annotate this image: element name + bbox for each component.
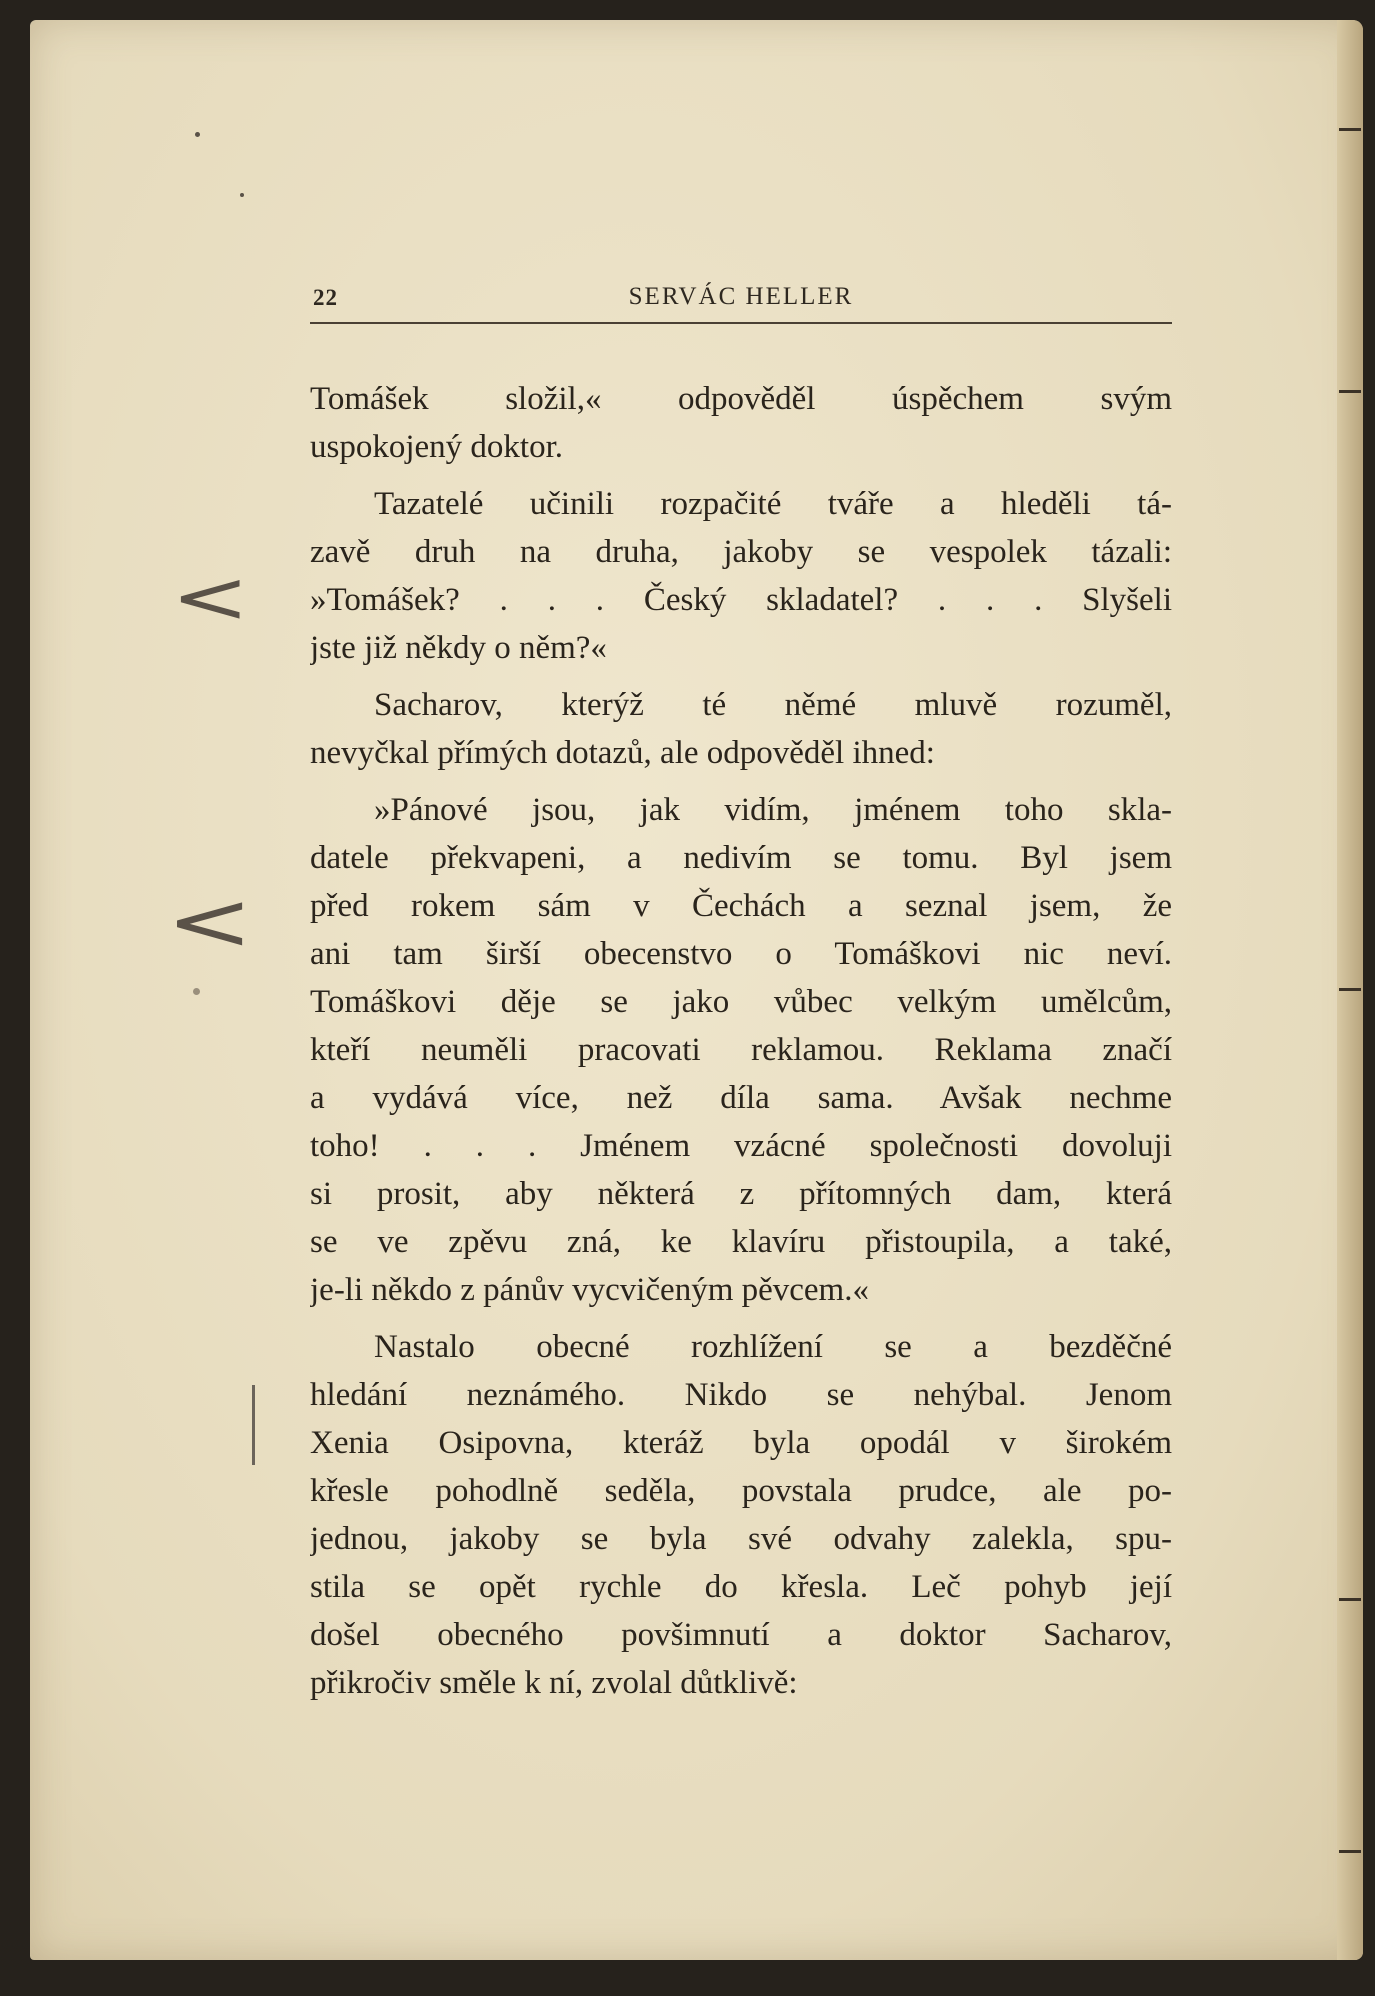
text-line: kteří neuměli pracovati reklamou. Reklama značí <box>310 1032 1172 1068</box>
text-line: a vydává více, než díla sama. Avšak nechme <box>310 1080 1172 1116</box>
text-line: uspokojený doktor. <box>310 429 563 465</box>
text-line: Xenia Osipovna, kteráž byla opodál v širokém <box>310 1425 1172 1461</box>
page-number: 22 <box>313 285 338 310</box>
spine-mark <box>1339 1598 1361 1601</box>
text-line: »Tomášek? . . . Český skladatel? . . . Slyšeli <box>310 582 1172 618</box>
text-line: Sacharov, kterýž té němé mluvě rozuměl, <box>374 687 1172 723</box>
margin-bracket-mark: < <box>165 875 254 968</box>
header-rule <box>310 322 1172 324</box>
text-line: Tomášek složil,« odpověděl úspěchem svým <box>310 381 1172 417</box>
spine-mark <box>1339 390 1361 393</box>
margin-speck <box>240 193 244 197</box>
margin-speck <box>193 988 200 995</box>
text-line: jednou, jakoby se byla své odvahy zalekla, spu- <box>310 1521 1172 1557</box>
book-spine-edge <box>1337 20 1363 1960</box>
text-line: hledání neznámého. Nikdo se nehýbal. Jenom <box>310 1377 1172 1413</box>
text-line: stila se opět rychle do křesla. Leč pohyb její <box>310 1569 1172 1605</box>
text-line: přikročiv směle k ní, zvolal důtklivě: <box>310 1665 798 1701</box>
text-line: »Pánové jsou, jak vidím, jménem toho skla- <box>374 792 1172 828</box>
text-line: křesle pohodlně seděla, povstala prudce, ale po- <box>310 1473 1172 1509</box>
text-line: před rokem sám v Čechách a seznal jsem, že <box>310 888 1172 924</box>
text-line: zavě druh na druha, jakoby se vespolek tázali: <box>310 534 1172 570</box>
body-text <box>310 375 1172 1716</box>
text-line: je-li někdo z pánův vycvičeným pěvcem.« <box>310 1272 869 1308</box>
book-page <box>30 20 1363 1960</box>
paragraph <box>310 375 1172 471</box>
spine-mark <box>1339 1850 1361 1853</box>
text-line: Nastalo obecné rozhlížení se a bezděčné <box>374 1329 1172 1365</box>
text-line: Tazatelé učinili rozpačité tváře a hleděli tá- <box>374 486 1172 522</box>
margin-speck <box>195 132 200 137</box>
paragraph <box>310 1323 1172 1707</box>
text-line: Tomáškovi děje se jako vůbec velkým umělcům, <box>310 984 1172 1020</box>
text-line: datele překvapeni, a nedivím se tomu. Byl jsem <box>310 840 1172 876</box>
margin-bracket-mark: < <box>170 555 250 639</box>
text-line: se ve zpěvu zná, ke klavíru přistoupila, a také, <box>310 1224 1172 1260</box>
text-line: došel obecného povšimnutí a doktor Sacharov, <box>310 1617 1172 1653</box>
text-line: nevyčkal přímých dotazů, ale odpověděl ihned: <box>310 735 935 771</box>
spine-mark <box>1339 988 1361 991</box>
paragraph <box>310 681 1172 777</box>
text-line: si prosit, aby některá z přítomných dam, která <box>310 1176 1172 1212</box>
running-title: SERVÁC HELLER <box>628 283 854 310</box>
text-line: jste již někdy o něm?« <box>310 630 607 666</box>
paragraph <box>310 786 1172 1314</box>
spine-mark <box>1339 128 1361 131</box>
margin-vertical-line <box>252 1385 255 1465</box>
text-line: toho! . . . Jménem vzácné společnosti dovoluji <box>310 1128 1172 1164</box>
text-line: ani tam širší obecenstvo o Tomáškovi nic neví. <box>310 936 1172 972</box>
paragraph <box>310 480 1172 672</box>
